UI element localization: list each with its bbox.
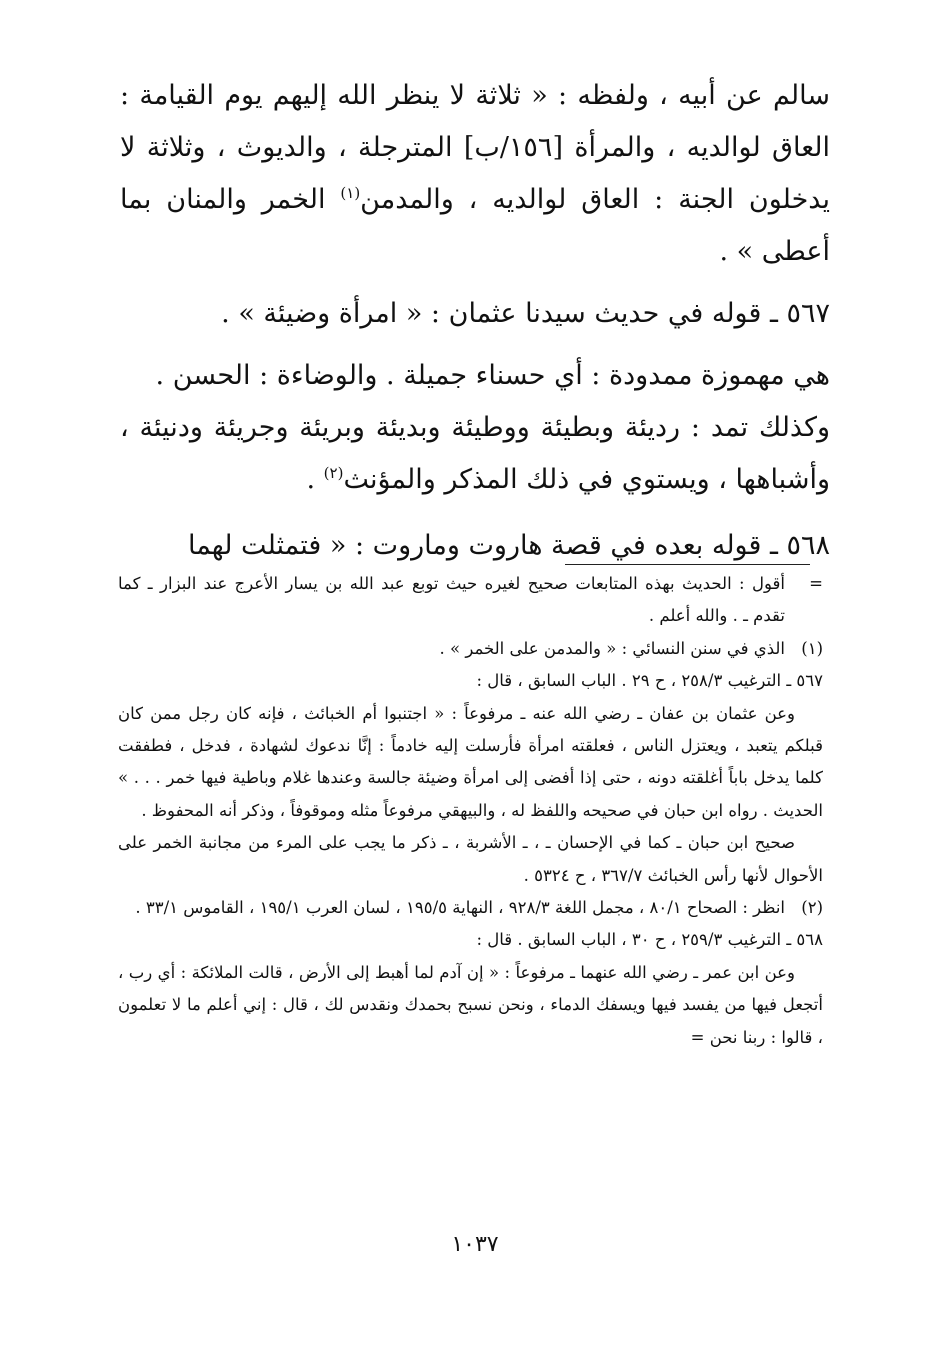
footnote-separator <box>565 564 810 565</box>
paragraph-text: سالم عن أبيه ، ولفظه : « ثلاثة لا ينظر الله إليهم يوم القيامة : العاق لوالديه ، والمرأة [١٥٦/ب] المترجلة ، والديوث ، وثلاثة لا يدخلون الجنة : العاق لوالديه ، والمدمن <box>120 80 830 215</box>
footnote-number: (١) <box>801 638 823 658</box>
paragraph-hadith-continuation <box>120 70 830 278</box>
footnote-ref-2[interactable]: (٢) <box>323 464 344 482</box>
continuation-mark: = <box>809 574 823 593</box>
footnote-text: الذي في سنن النسائي : « والمدمن على الخمر » . <box>439 638 785 658</box>
footnote-text: أقول : الحديث بهذه المتابعات صحيح لغيره حيث توبع عبد الله بن يسار الأعرج عند البزار ـ كما تقدم ـ . والله أعلم . <box>118 574 785 626</box>
paragraph-definition: هي مهموزة ممدودة : أي حسناء جميلة . والوضاءة : الحسن . <box>155 360 830 391</box>
hadith-567-text: وعن عثمان بن عفان ـ رضي الله عنه ـ مرفوعاً : « اجتنبوا أم الخبائث ، فإنه كان رجل ممن كان قبلكم يتعبد ، ويعتزل الناس ، فعلقته امرأة فأرسلت إليه خادماً : إنَّا ندعوك لشهادة ، فدخل ، فطفقت كلما يدخل باباً أغلقته دونه ، حتى إذا أفضى إلى امرأة وضيئة جالسة وعندها غلام وباطية فيها خمر . . . » الحديث . رواه ابن حبان في صحيحه واللفظ له ، والبيهقي مرفوعاً مثله وموقوفاً ، وذكر أنه المحفوظ . <box>118 703 823 820</box>
paragraph-text: . <box>306 464 324 495</box>
page-number: ١٠٣٧ <box>451 1232 499 1257</box>
reference-567: ٥٦٧ ـ الترغيب ٢٥٨/٣ ، ح ٢٩ . الباب السابق ، قال : <box>476 671 823 691</box>
main-text <box>120 70 830 572</box>
reference-568: ٥٦٨ ـ الترغيب ٢٥٩/٣ ، ح ٣٠ ، الباب السابق . قال : <box>476 930 823 950</box>
paragraph-text: الخمر والمنان بما أعطى » . <box>120 184 830 267</box>
paragraph-definition-cont <box>120 402 830 506</box>
hadith-568-text: وعن ابن عمر ـ رضي الله عنهما ـ مرفوعاً : « إن آدم لما أهبط إلى الأرض ، قالت الملائكة : أي رب ، أتجعل فيها من يفسد فيها ويسفك الدماء ، ونحن نسبح بحمدك ونقدس لك ، قال : إني أعلم ما لا تعلمون ، قالوا : ربنا نحن = <box>118 962 823 1047</box>
paragraph-text: وكذلك تمد : رديئة وبطيئة ووطيئة وبديئة وبريئة وجريئة ودنيئة ، وأشباهها ، ويستوي في ذلك المذكر والمؤنث <box>120 412 830 495</box>
footnote-ref-1[interactable]: (١) <box>340 184 361 202</box>
sahih-567-source: صحيح ابن حبان ـ كما في الإحسان ـ ، ـ الأشربة ، ـ ذكر ما يجب على المرء من مجانبة الخمر على الأحوال لأنها رأس الخبائث ٣٦٧/٧ ، ح ٥٣٢٤ . <box>118 833 823 885</box>
footnote-text: انظر : الصحاح ٨٠/١ ، مجمل اللغة ٩٢٨/٣ ، النهاية ١٩٥/٥ ، لسان العرب ١٩٥/١ ، القاموس ٣٣/١ . <box>135 898 785 918</box>
footnote-number: (٢) <box>801 898 823 918</box>
footnotes <box>118 568 823 1054</box>
footnote-continuation <box>118 568 823 633</box>
entry-567-heading: ٥٦٧ ـ قوله في حديث سيدنا عثمان : « امرأة وضيئة » . <box>221 298 830 329</box>
entry-568-heading: ٥٦٨ ـ قوله بعده في قصة هاروت وماروت : « فتمثلت لهما <box>187 530 830 561</box>
footnote-1 <box>118 633 823 665</box>
footnote-2 <box>118 892 823 924</box>
